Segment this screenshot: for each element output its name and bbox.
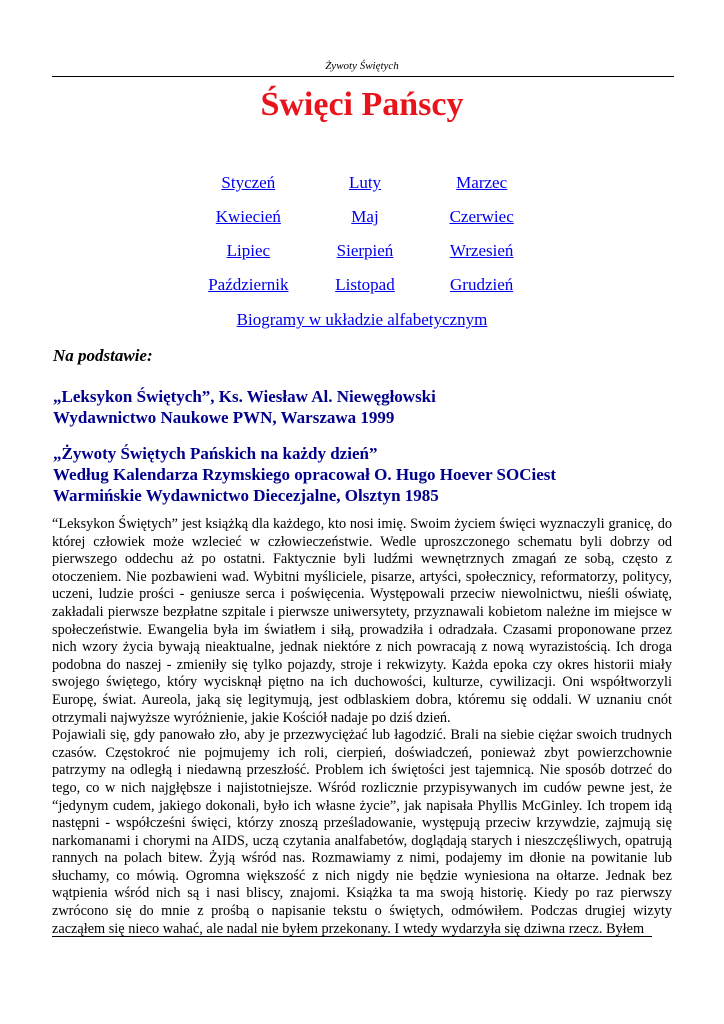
month-link-april[interactable]: Kwiecień [215,207,281,226]
month-link-may[interactable]: Maj [351,207,379,226]
month-link-november[interactable]: Listopad [335,275,395,294]
month-link-july[interactable]: Lipiec [226,241,271,260]
source-citation-2 [53,443,556,506]
month-link-october[interactable]: Październik [208,275,289,294]
source-citation-1 [53,386,436,428]
month-link-march[interactable]: Marzec [456,173,508,192]
month-links [190,172,540,296]
body-paragraph-1: “Leksykon Świętych” jest książką dla każdego, kto nosi imię. Swoim życiem święci wyznaczyli granicę, do której człowiek może wzlecieć w człowieczeństwie. Wedle uproszczonego schematu byli dobrzy od pierwszego oddechu aż po ostatni. Faktycznie byli ludźmi wewnętrznych zmagań ze sobą, często z otoczeniem. Nie pozbawieni wad. Wybitni myśliciele, pisarze, artyści, społecznicy, reformatorzy, politycy, uczeni, ludzie prości - geniusze serca i poświęcenia. Występowali przeciw niewolnictwu, nieśli oświatę, zakładali pierwsze bezpłatne szpitale i pierwsze uniwersytety, przyznawali kobietom należne im miejsce w społeczeństwie. Ewangelia była im światłem i siłą, prowadziła i odradzała. Czasami proponowane przez nich wzory życia bywają nieaktualne, jednak niektóre z nich powracają z nową wyrazistością. Ich droga podobna do naszej - zmieniły się tylko pojazdy, stroje i rekwizyty. Każda epoka czy okres historii miały swojego świętego, który wycisknął piętno na ich duchowości, kulturze, cywilizacji. Oni współtworzyli Europę, świat. Aureola, jaką się legitymują, jest odblaskiem dobra, któremu się oddali. W uznaniu cnót otrzymali najwyższe wyróżnienie, jakie Kościół nadaje po dziś dzień. [52,516,672,726]
body-paragraph-2: Pojawiali się, gdy panowało zło, aby je przezwyciężać lub łagodzić. Brali na siebie ciężar swoich trudnych czasów. Częstokroć nie pojmujemy ich roli, cierpień, doświadczeń, ponieważ zbyt powierzchownie patrzymy na odległą i niedawną przeszłość. Problem ich świętości jest tajemnicą. Nie sposób dotrzeć do tego, co w nich najgłębsze i najistotniejsze. Wśród rozlicznie przypisywanych im cudów pewne jest, że “jedynym cudem, jakiego dokonali, było ich własne życie”, jak napisała Phyllis McGinley. Ich tropem idą następni - współcześni święci, którzy znoszą prześladowanie, występują przeciw krzywdzie, zajmują się narkomanami i chorymi na AIDS, uczą czytania analfabetów, doglądają starych i nieszczęśliwych, opatrują rannych na polach bitew. Żyją wśród nas. Rozmawiamy z nimi, podajemy im dłonie na powitanie lub słuchamy, co mówią. Ogromna większość z nich nigdy nie będzie wyniesiona na ołtarze. Jednak bez wątpienia wśród nich są i nasi bliscy, znajomi. Książka ta ma swoją historię. Kiedy po raz pierwszy zwrócono się do mnie z prośbą o napisanie tekstu o świętych, odmówiłem. Podczas drugiej wizyty zacząłem się nieco wahać, ale nadal nie byłem przekonany. I wtedy wydarzyła się dziwna rzecz. Byłem [52,727,672,937]
month-link-june[interactable]: Czerwiec [449,207,514,226]
source-1-line-1: „Leksykon Świętych”, Ks. Wiesław Al. Niewęgłowski [53,387,436,406]
month-link-august[interactable]: Sierpień [336,241,394,260]
source-2-line-2: Według Kalendarza Rzymskiego opracował O. Hugo Hoever SOCiest [53,465,557,484]
biographies-link-row [0,310,724,330]
basis-label: Na podstawie: [53,346,153,365]
month-link-january[interactable]: Styczeń [221,173,276,192]
header-divider [52,76,674,77]
month-link-december[interactable]: Grudzień [450,275,514,294]
biographies-alphabetical-link[interactable]: Biogramy w układzie alfabetycznym [236,310,488,329]
page-title: Święci Pańscy [260,86,464,123]
source-1-line-2: Wydawnictwo Naukowe PWN, Warszawa 1999 [53,408,395,427]
month-link-february[interactable]: Luty [348,173,382,192]
source-2-line-1: „Żywoty Świętych Pańskich na każdy dzień” [53,444,378,463]
source-2-line-3: Warmińskie Wydawnictwo Diecezjalne, Olsztyn 1985 [53,486,439,505]
footer-divider [52,936,652,937]
body-text [52,516,672,938]
running-header: Żywoty Świętych [325,60,399,72]
month-link-september[interactable]: Wrzesień [449,241,514,260]
